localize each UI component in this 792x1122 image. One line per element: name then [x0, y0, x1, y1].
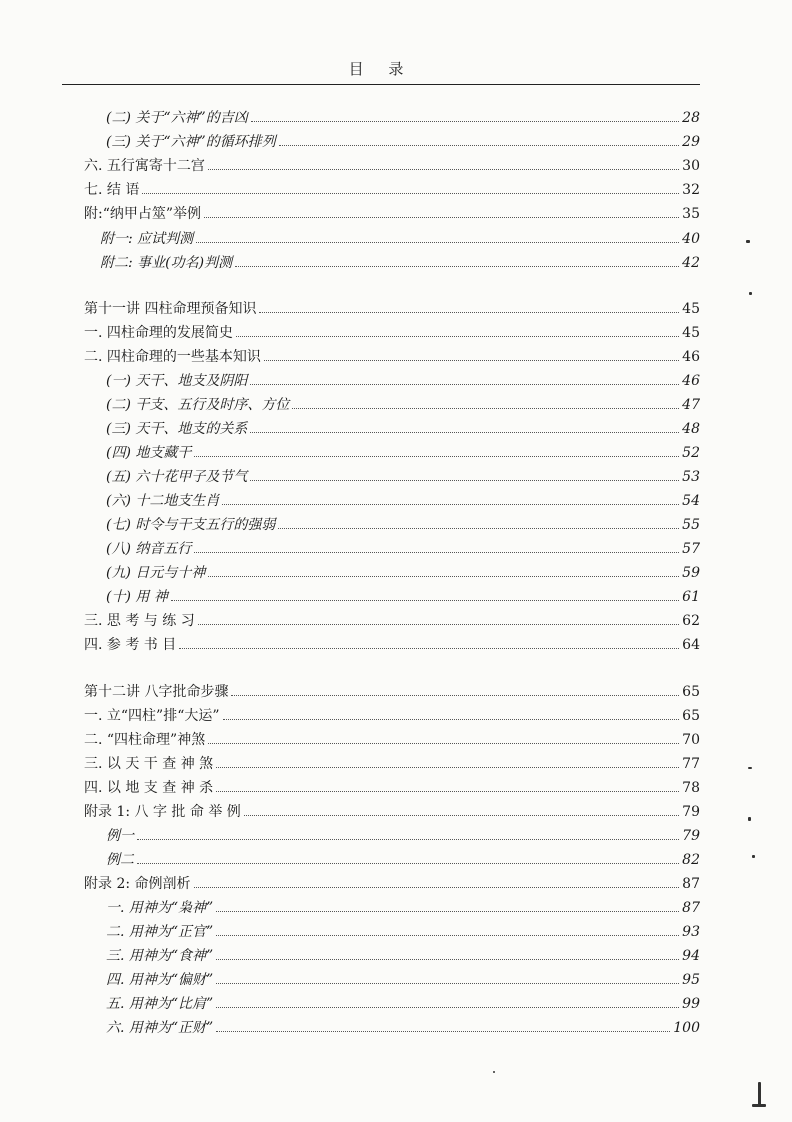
toc-entry-label: 一. 立“四柱”排“大运” [84, 708, 220, 724]
toc-entry[interactable] [84, 683, 700, 701]
toc-entry[interactable] [106, 372, 700, 390]
toc-entry-label: 四. 参 考 书 目 [84, 637, 177, 653]
toc-leader-dots [231, 683, 679, 696]
toc-entry-page: 82 [682, 852, 700, 868]
toc-leader-dots [194, 444, 679, 457]
toc-leader-dots [251, 109, 679, 122]
toc-entry[interactable] [106, 516, 700, 534]
toc-entry-label: (一) 天干、地支及阴阳 [106, 373, 248, 389]
toc-entry[interactable] [84, 803, 700, 821]
toc-leader-dots [179, 636, 679, 649]
scan-speck [748, 817, 751, 821]
toc-leader-dots [208, 157, 679, 170]
toc-entry-label: 五. 用神为“比肩” [106, 996, 214, 1012]
toc-entry-label: 附二: 事业(功名)判测 [100, 255, 233, 271]
toc-entry[interactable] [106, 1019, 700, 1037]
toc-entry-label: 三. 用神为“食神” [106, 948, 214, 964]
toc-entry-page: 40 [682, 231, 700, 247]
toc-entry-label: (九) 日元与十神 [106, 565, 206, 581]
toc-leader-dots [194, 540, 679, 553]
toc-entry-label: 二. “四柱命理”神煞 [84, 732, 206, 748]
toc-entry-page: 47 [682, 397, 700, 413]
scan-edge-mark [758, 1082, 761, 1106]
scan-speck [746, 240, 750, 243]
toc-entry-page: 54 [682, 493, 700, 509]
toc-entry-page: 30 [682, 158, 700, 174]
toc-entry-label: (六) 十二地支生肖 [106, 493, 220, 509]
toc-entry[interactable] [106, 827, 700, 845]
toc-entry-label: 二. 四柱命理的一些基本知识 [84, 349, 261, 365]
toc-entry-label: (三) 关于“六神”的循环排列 [106, 134, 276, 150]
toc-entry-label: (十) 用 神 [106, 589, 168, 605]
toc-entry-label: (四) 地支藏干 [106, 445, 192, 461]
toc-entry[interactable] [106, 588, 700, 606]
toc-entry-page: 79 [682, 804, 700, 820]
scan-speck [752, 855, 755, 858]
toc-entry-page: 45 [682, 325, 700, 341]
toc-entry[interactable] [84, 324, 700, 342]
toc-entry[interactable] [106, 396, 700, 414]
toc-entry[interactable] [106, 947, 700, 965]
toc-entry-page: 65 [682, 684, 700, 700]
toc-leader-dots [196, 230, 679, 243]
toc-leader-dots [278, 516, 679, 529]
toc-leader-dots [264, 348, 679, 361]
toc-leader-dots [216, 779, 679, 792]
toc-entry-page: 55 [682, 517, 700, 533]
toc-entry-label: 第十一讲 四柱命理预备知识 [84, 301, 257, 317]
toc-leader-dots [244, 803, 679, 816]
toc-entry-page: 77 [682, 756, 700, 772]
toc-leader-dots [250, 468, 679, 481]
toc-entry-page: 45 [682, 301, 700, 317]
toc-entry[interactable] [84, 348, 700, 366]
toc-entry[interactable] [106, 995, 700, 1013]
toc-entry[interactable] [84, 707, 700, 725]
toc-leader-dots [208, 731, 679, 744]
toc-entry-label: 四. 用神为“偏财” [106, 972, 214, 988]
toc-entry-page: 95 [682, 972, 700, 988]
toc-entry[interactable] [106, 444, 700, 462]
toc-entry-page: 94 [682, 948, 700, 964]
toc-entry-page: 28 [682, 110, 700, 126]
toc-entry[interactable] [106, 109, 700, 127]
scan-edge-mark [752, 1104, 766, 1107]
toc-leader-dots [292, 396, 679, 409]
toc-leader-dots [208, 564, 679, 577]
toc-entry-page: 35 [682, 206, 700, 222]
toc-entry[interactable] [106, 851, 700, 869]
toc-entry-page: 42 [682, 255, 700, 271]
toc-entry-label: (二) 关于“六神”的吉凶 [106, 110, 248, 126]
scan-speck [493, 1071, 495, 1073]
toc-entry[interactable] [84, 875, 700, 893]
toc-leader-dots [216, 995, 679, 1008]
toc-entry[interactable] [84, 731, 700, 749]
toc-entry-page: 29 [682, 134, 700, 150]
toc-entry[interactable] [106, 923, 700, 941]
toc-entry-label: 七. 结 语 [84, 182, 140, 198]
toc-entry-page: 99 [682, 996, 700, 1012]
toc-entry-label: 附录 2: 命例剖析 [84, 876, 191, 892]
toc-entry[interactable] [106, 468, 700, 486]
toc-entry[interactable] [84, 205, 700, 223]
toc-entry-label: (三) 天干、地支的关系 [106, 421, 248, 437]
toc-entry-page: 87 [682, 900, 700, 916]
toc-entry-label: 六. 用神为“正财” [106, 1020, 214, 1036]
toc-entry-label: 一. 四柱命理的发展简史 [84, 325, 233, 341]
toc-entry[interactable] [106, 420, 700, 438]
toc-leader-dots [216, 1019, 670, 1032]
toc-entry-page: 62 [682, 613, 700, 629]
toc-entry[interactable] [106, 971, 700, 989]
toc-entry[interactable] [84, 181, 700, 199]
toc-entry-page: 65 [682, 708, 700, 724]
toc-leader-dots [171, 588, 679, 601]
toc-entry[interactable] [106, 133, 700, 151]
toc-entry[interactable] [84, 157, 700, 175]
toc-entry[interactable] [84, 779, 700, 797]
toc-leader-dots [222, 492, 679, 505]
toc-entry[interactable] [106, 899, 700, 917]
toc-leader-dots [235, 254, 679, 267]
toc-entry-page: 46 [682, 349, 700, 365]
toc-entry-page: 61 [682, 589, 700, 605]
toc-entry[interactable] [106, 540, 700, 558]
toc-entry-page: 46 [682, 373, 700, 389]
toc-entry-label: (八) 纳音五行 [106, 541, 192, 557]
toc-entry-label: (七) 时令与干支五行的强弱 [106, 517, 276, 533]
toc-entry-page: 100 [673, 1020, 700, 1036]
toc-entry[interactable] [100, 254, 700, 272]
toc-entry[interactable] [106, 492, 700, 510]
scan-speck [748, 767, 752, 769]
toc-leader-dots [142, 181, 679, 194]
toc-entry-page: 57 [682, 541, 700, 557]
toc-entry[interactable] [100, 230, 700, 248]
toc-leader-dots [204, 205, 679, 218]
toc-leader-dots [279, 133, 679, 146]
toc-entry-page: 93 [682, 924, 700, 940]
toc-entry-label: 二. 用神为“正官” [106, 924, 214, 940]
toc-leader-dots [216, 947, 679, 960]
toc-leader-dots [137, 851, 679, 864]
toc-entry-page: 70 [682, 732, 700, 748]
toc-leader-dots [216, 923, 679, 936]
toc-entry-label: 例一 [106, 828, 134, 844]
toc-entry[interactable] [106, 564, 700, 582]
toc-entry-page: 79 [682, 828, 700, 844]
toc-leader-dots [236, 324, 679, 337]
toc-entry-page: 78 [682, 780, 700, 796]
toc-entry-label: 六. 五行寓寄十二宫 [84, 158, 205, 174]
toc-entry-label: 一. 用神为“枭神” [106, 900, 214, 916]
toc-leader-dots [259, 300, 679, 313]
toc-entry[interactable] [84, 755, 700, 773]
toc-entry-label: 三. 以 天 干 查 神 煞 [84, 756, 214, 772]
toc-entry-label: 附:“纳甲占筮”举例 [84, 206, 202, 222]
toc-entry-page: 32 [682, 182, 700, 198]
toc-entry-label: 附录 1: 八 字 批 命 举 例 [84, 804, 241, 820]
header-title: 目 录 [348, 60, 414, 78]
toc-entry[interactable] [84, 612, 700, 630]
scan-speck [749, 292, 752, 295]
toc-entry-page: 48 [682, 421, 700, 437]
toc-entry-page: 64 [682, 637, 700, 653]
toc-entry-label: 四. 以 地 支 查 神 杀 [84, 780, 214, 796]
toc-leader-dots [250, 372, 679, 385]
toc-entry-label: (二) 干支、五行及时序、方位 [106, 397, 290, 413]
toc-entry-label: (五) 六十花甲子及节气 [106, 469, 248, 485]
toc-leader-dots [198, 612, 679, 625]
toc-leader-dots [250, 420, 679, 433]
toc-entry-label: 附一: 应试判测 [100, 231, 194, 247]
toc-entry-page: 52 [682, 445, 700, 461]
toc-entry[interactable] [84, 300, 700, 318]
toc-entry-page: 59 [682, 565, 700, 581]
toc-entry-label: 例二 [106, 852, 134, 868]
toc-leader-dots [216, 899, 679, 912]
toc-leader-dots [137, 827, 679, 840]
toc-leader-dots [216, 755, 679, 768]
toc-entry-label: 第十二讲 八字批命步骤 [84, 684, 229, 700]
toc-entry-page: 87 [682, 876, 700, 892]
toc-entry-page: 53 [682, 469, 700, 485]
toc-leader-dots [216, 971, 679, 984]
toc-leader-dots [194, 875, 680, 888]
toc-leader-dots [223, 707, 680, 720]
toc-entry-label: 三. 思 考 与 练 习 [84, 613, 195, 629]
toc-entry[interactable] [84, 636, 700, 654]
